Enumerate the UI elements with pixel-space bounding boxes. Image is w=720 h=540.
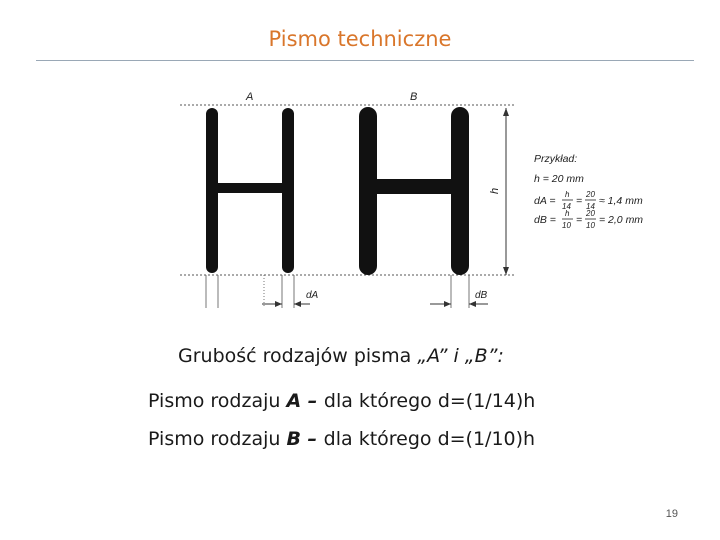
lettering-figure: [170, 80, 670, 315]
label-da: dA: [306, 290, 319, 301]
type-b-post: dla którego d=(1/10)h: [323, 428, 536, 450]
label-h: h: [489, 187, 501, 194]
example-da-frac2-den: 14: [586, 202, 595, 211]
height-arrow-bottom: [503, 267, 509, 275]
example-da-frac1-den: 14: [562, 202, 571, 211]
caption-emphasis: „A” i „B”:: [417, 345, 504, 367]
type-b-line: [148, 428, 535, 450]
type-a-dash: –: [301, 390, 324, 412]
type-b-dash: –: [300, 428, 324, 450]
example-db-rhs: = 2,0 mm: [599, 214, 644, 226]
label-a: A: [246, 91, 254, 103]
example-block: [534, 153, 643, 230]
letter-a-crossbar: [212, 183, 288, 193]
example-da-rhs: ≈ 1,4 mm: [599, 195, 643, 207]
example-db-frac2-num: 20: [586, 209, 595, 218]
example-db-lhs: dB =: [534, 214, 556, 226]
example-heading: Przykład:: [534, 153, 578, 165]
title-divider: [36, 60, 694, 61]
letter-h-type-b: [359, 107, 469, 275]
caption: [178, 345, 504, 367]
page-number: 19: [665, 508, 678, 520]
example-da-eq: =: [576, 195, 583, 207]
da-arrow-left: [275, 301, 282, 307]
type-a-pre: Pismo rodzaju: [148, 390, 287, 412]
type-a-line: [148, 390, 535, 412]
letter-b-crossbar: [368, 179, 460, 194]
letter-h-type-a: [206, 108, 294, 273]
slide-title: Pismo techniczne: [268, 27, 452, 51]
example-db-frac1-den: 10: [562, 221, 571, 230]
example-line1: h = 20 mm: [534, 173, 584, 185]
type-a-letter: A: [286, 390, 302, 412]
example-db-eq: =: [576, 214, 583, 226]
label-b: B: [410, 91, 418, 103]
example-da-frac2-num: 20: [586, 190, 595, 199]
type-a-post: dla którego d=(1/14)h: [323, 390, 536, 412]
db-arrow-left: [444, 301, 451, 307]
db-arrow-right: [469, 301, 476, 307]
example-da-lhs: dA =: [534, 195, 556, 207]
da-arrow-right: [294, 301, 301, 307]
letter-h-diagram: [170, 80, 670, 310]
type-b-letter: B: [286, 428, 301, 450]
label-db: dB: [475, 290, 488, 301]
caption-text: Grubość rodzajów pisma: [178, 345, 418, 367]
type-b-pre: Pismo rodzaju: [148, 428, 287, 450]
example-da-frac1-num: h: [565, 190, 570, 199]
example-db-frac1-num: h: [565, 209, 570, 218]
example-db-frac2-den: 10: [586, 221, 595, 230]
height-arrow-top: [503, 108, 509, 116]
